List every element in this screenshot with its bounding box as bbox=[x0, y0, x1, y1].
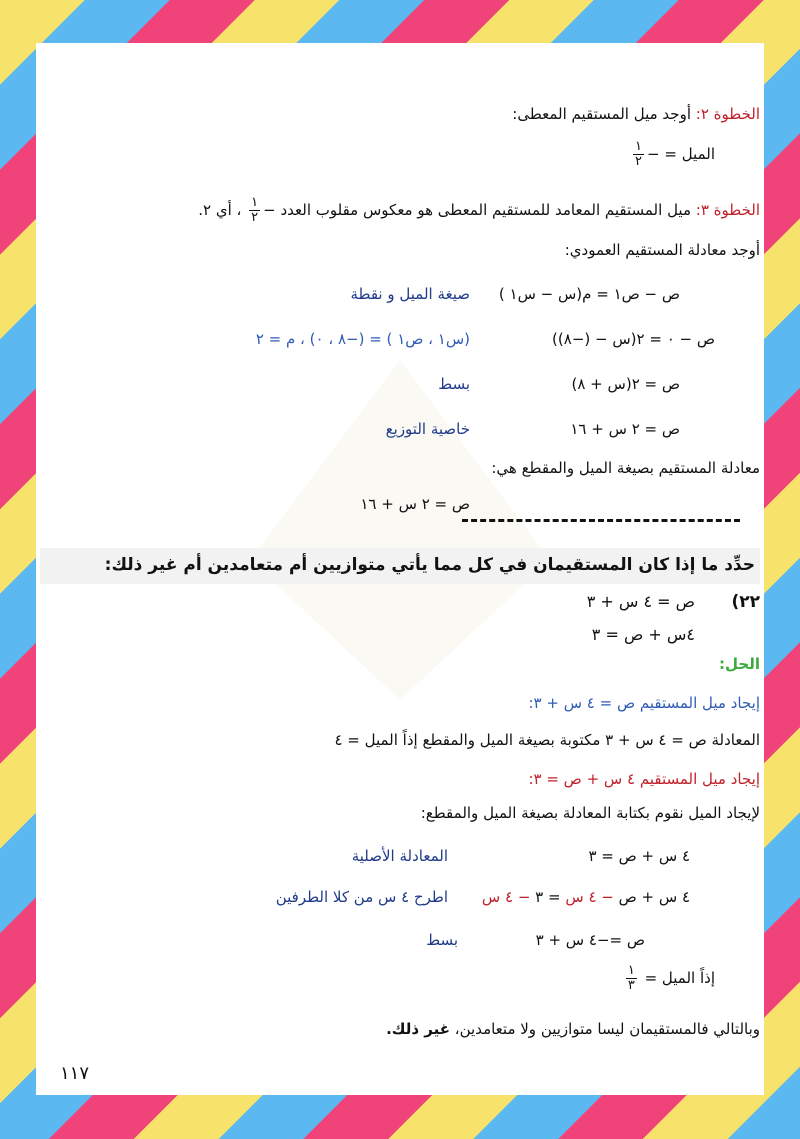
problem-eq2: ٤س + ص = ٣ bbox=[591, 625, 695, 644]
problem-eq1: ص = ٤ س + ٣ bbox=[586, 592, 695, 611]
slope-fraction: $\frac{١}{٢}$ bbox=[635, 139, 643, 169]
solution-label: الحل: bbox=[719, 655, 760, 673]
row-2-eq: ص − ٠ = ٢(س − (−٨)) bbox=[552, 330, 715, 348]
row-1-note: صيغة الميل و نقطة bbox=[350, 285, 470, 303]
row-4-eq: ص = ٢ س + ١٦ bbox=[570, 420, 680, 438]
row2-1-note: المعادلة الأصلية bbox=[351, 847, 448, 865]
intercept-equation: ص = ٢ س + ١٦ bbox=[360, 495, 470, 513]
step3-label: الخطوة ٣: bbox=[695, 201, 760, 219]
row-3-note: بسط bbox=[438, 375, 470, 393]
slope1-text: المعادلة ص = ٤ س + ٣ مكتوبة بصيغة الميل والمقطع إذاً الميل = ٤ bbox=[334, 731, 760, 749]
question-heading: حدِّد ما إذا كان المستقيمان في كل مما يأتي متوازيين أم متعامدين أم غير ذلك: bbox=[104, 555, 755, 575]
find-slope2: إيجاد ميل المستقيم ٤ س + ص = ٣: bbox=[528, 770, 760, 788]
row-3-eq: ص = ٢(س + ٨) bbox=[571, 375, 680, 393]
section-divider bbox=[462, 519, 740, 522]
row2-2-note: اطرح ٤ س من كلا الطرفين bbox=[275, 888, 448, 906]
row2-1-eq: ٤ س + ص = ٣ bbox=[588, 847, 690, 865]
problem-number: ٢٢) bbox=[731, 592, 760, 612]
find-slope1: إيجاد ميل المستقيم ص = ٤ س + ٣: bbox=[528, 694, 760, 712]
intercept-intro: معادلة المستقيم بصيغة الميل والمقطع هي: bbox=[491, 459, 760, 477]
step2-text: أوجد ميل المستقيم المعطى: bbox=[512, 105, 696, 123]
watermark-logo bbox=[250, 360, 550, 700]
page-number: ١١٧ bbox=[60, 1063, 90, 1084]
row2-3-eq: ص =−٤ س + ٣ bbox=[535, 931, 645, 949]
row-1-eq: ص − ص١ = م(س − س١ ) bbox=[498, 285, 680, 303]
slope-line: الميل = − $\frac{١}{٢}$ bbox=[635, 139, 715, 169]
slope2-intro: لإيجاد الميل نقوم بكتابة المعادلة بصيغة الميل والمقطع: bbox=[420, 804, 760, 822]
step2-label: الخطوة ٢: bbox=[695, 105, 760, 123]
row-4-note: خاصية التوزيع bbox=[385, 420, 470, 438]
row-2-note: (س١ ، ص١ ) = (−٨ ، ٠) ، م = ٢ bbox=[255, 330, 470, 348]
step3-fraction: $\frac{١}{٢}$ bbox=[251, 195, 259, 225]
find-normal-line: أوجد معادلة المستقيم العمودي: bbox=[564, 241, 760, 259]
row2-2-eq: ٤ س + ص − ٤ س = ٣ − ٤ س bbox=[481, 888, 690, 906]
step3-line: الخطوة ٣: ميل المستقيم المعامد للمستقيم المعطى هو معكوس مقلوب العدد − $\frac{١}{٢}$ ، أي ٢. bbox=[198, 195, 760, 225]
slope2-result: إذاً الميل = $\frac{١}{٣}$ bbox=[627, 963, 715, 993]
conclusion-line: وبالتالي فالمستقيمان ليسا متوازيين ولا متعامدين، غير ذلك. bbox=[386, 1020, 760, 1038]
row2-3-note: بسط bbox=[426, 931, 458, 949]
slope2-fraction: $\frac{١}{٣}$ bbox=[627, 963, 635, 993]
step2-line bbox=[512, 105, 760, 123]
